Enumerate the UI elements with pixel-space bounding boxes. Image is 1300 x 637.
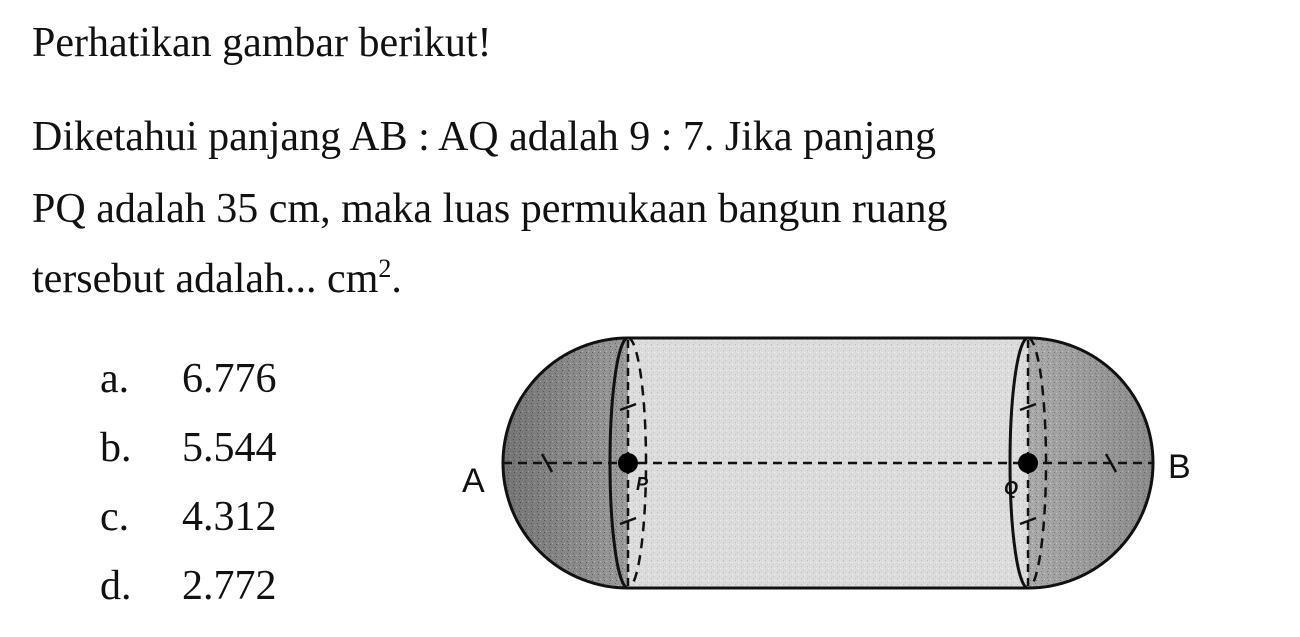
instruction-text: Perhatikan gambar berikut!	[32, 20, 492, 66]
question-line-3	[32, 254, 402, 302]
capsule-figure	[440, 318, 1220, 618]
point-p	[618, 453, 638, 473]
question-line-1: Diketahui panjang AB : AQ adalah 9 : 7. Jika panjang	[32, 114, 936, 160]
label-b: B	[1168, 448, 1191, 486]
unit-exponent: 2	[378, 254, 392, 283]
option-letter: b.	[100, 425, 132, 471]
option-a[interactable]	[100, 358, 277, 427]
point-q	[1018, 453, 1038, 473]
option-d[interactable]	[100, 565, 277, 634]
option-letter: a.	[100, 356, 130, 402]
question-line-3-end: .	[391, 256, 402, 302]
label-p: P	[636, 474, 649, 494]
question-line-3-text: tersebut adalah... cm	[32, 256, 379, 302]
label-q: Q	[1004, 478, 1019, 498]
answer-options	[100, 358, 277, 634]
option-c[interactable]	[100, 496, 277, 565]
option-value: 5.544	[182, 425, 277, 471]
option-value: 4.312	[182, 494, 277, 540]
option-letter: d.	[100, 563, 132, 609]
option-letter: c.	[100, 494, 130, 540]
option-b[interactable]	[100, 427, 277, 496]
label-a: A	[462, 462, 485, 500]
question-line-2: PQ adalah 35 cm, maka luas permukaan bangun ruang	[32, 186, 948, 232]
option-value: 6.776	[182, 356, 277, 402]
option-value: 2.772	[182, 563, 277, 609]
